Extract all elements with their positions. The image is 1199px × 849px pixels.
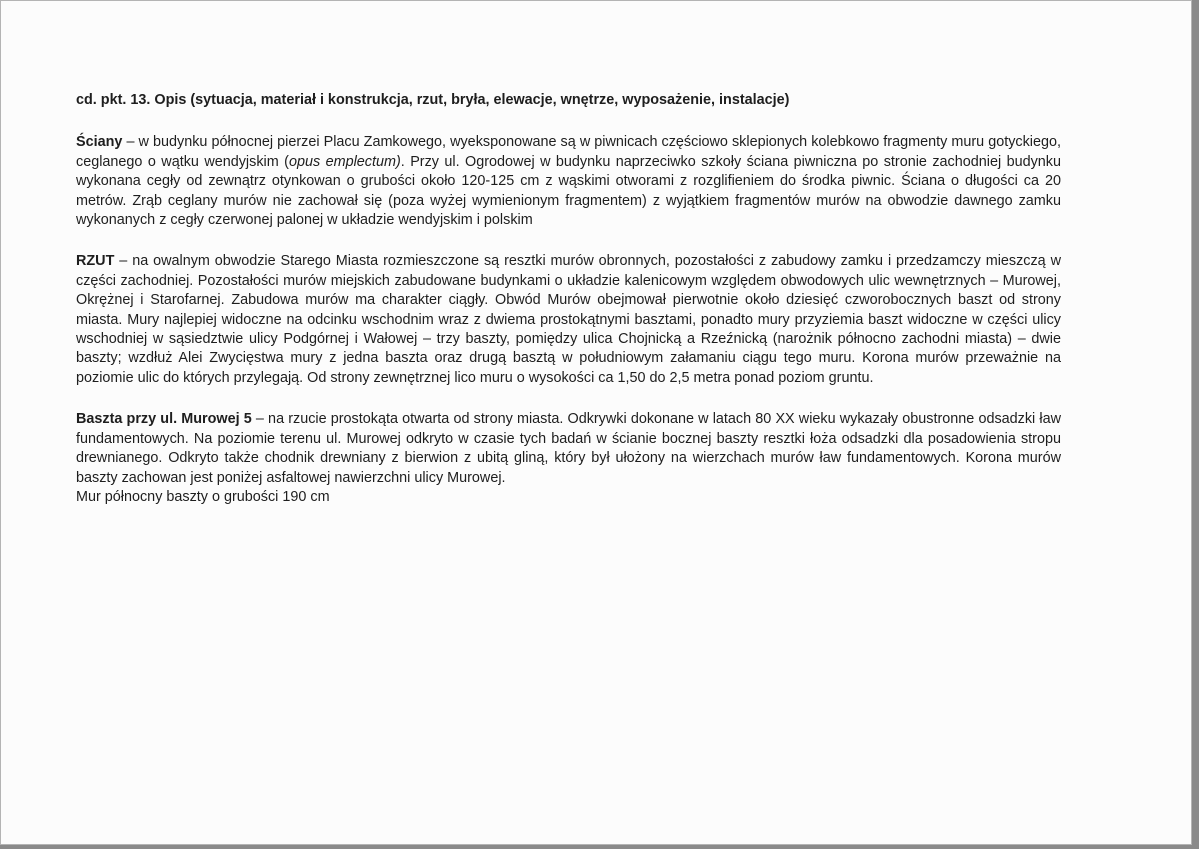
paragraph-walls-lead: Ściany (76, 134, 123, 151)
document-content (76, 91, 1061, 507)
paragraph-plan-text: – na owalnym obwodzie Starego Miasta rozmieszczone są resztki murów obronnych, pozostałości z zabudowy zamku i przedzamczy mieszczą w części zachodniej. Pozostałości murów miejskich zabudowane budynkami o układzie kalenicowym względem obwodowych ulic wewnętrznych – Murowej, Okrężnej i Starofarnej. Zabudowa murów ma charakter ciągły. Obwód Murów obejmował pierwotnie około dziesięć czworobocznych baszt od strony miasta. Mury najlepiej widoczne na odcinku wschodnim wraz z dwiema prostokątnymi basztami, ponadto mury przyziemia baszt widoczne w części ulicy wschodniej w sąsiedztwie ulicy Podgórnej i Wałowej – trzy baszty, pomiędzy ulica Chojnicką a Rzeźnicką (narożnik północno zachodni miasta) – dwie baszty; wzdłuż Alei Zwycięstwa mury z jedna baszta oraz drugą basztą w południowym załamaniu ciągu tego muru. Korona murów przeważnie na poziomie ulic do których przylegają. Od strony zewnętrznej lico muru o wysokości ca 1,50 do 2,5 metra ponad poziom gruntu. (76, 253, 1061, 386)
section-heading: cd. pkt. 13. Opis (sytuacja, materiał i konstrukcja, rzut, bryła, elewacje, wnętrze, wyposażenie, instalacje) (76, 92, 790, 108)
paragraph-plan (76, 252, 1061, 388)
paragraph-tower-text: – na rzucie prostokąta otwarta od strony miasta. Odkrywki dokonane w latach 80 XX wieku wykazały obustronne odsadzki ław fundamentowych. Na poziomie terenu ul. Murowej odkryto w czasie tych badań w ścianie bocznej baszty resztki łoża odsadzki dla posadowienia stropu drewnianego. Odkryto także chodnik drewniany z bierwion z ubitą gliną, który był ułożony na wierzchach murów ław fundamentowych. Korona murów baszty zachowan jest poniżej asfaltowej nawierzchni ulicy Murowej. (76, 411, 1061, 486)
paragraph-plan-lead: RZUT (76, 253, 115, 270)
paragraph-walls-text-a: – w budynku północnej pierzei Placu Zamkowego, wyeksponowane są w piwnicach częściowo sklepionych kolebkowo fragmenty muru gotyckiego, ceglanego o wątku wendyjskim ( (76, 134, 1061, 170)
paragraph-walls-italic: opus emplectum) (288, 153, 401, 170)
scan-edge-bottom (0, 845, 1199, 849)
scan-edge-right (1192, 0, 1199, 849)
paragraph-walls (76, 133, 1061, 230)
paragraph-tower (76, 410, 1061, 507)
paragraph-tower-lead: Baszta przy ul. Murowej 5 (76, 411, 252, 428)
paragraph-walls-text-b: . Przy ul. Ogrodowej w budynku naprzeciwko szkoły ściana piwniczna po stronie zachodniej budynku wykonana cegły od zewnątrz otynkowan o grubości około 120-125 cm z wąskimi otworami z rozglifieniem do środka piwnic. Ściana o długości ca 20 metrów. Zrąb ceglany murów nie zachował się (poza wyżej wymienionym fragmentem) z wyjątkiem fragmentów murów na obwodzie dawnego zamku wykonanych z cegły czerwonej palonej w układzie wendyjskim i polskim (76, 153, 1062, 229)
paragraph-tower-tail: Mur północny baszty o grubości 190 cm (76, 488, 330, 505)
